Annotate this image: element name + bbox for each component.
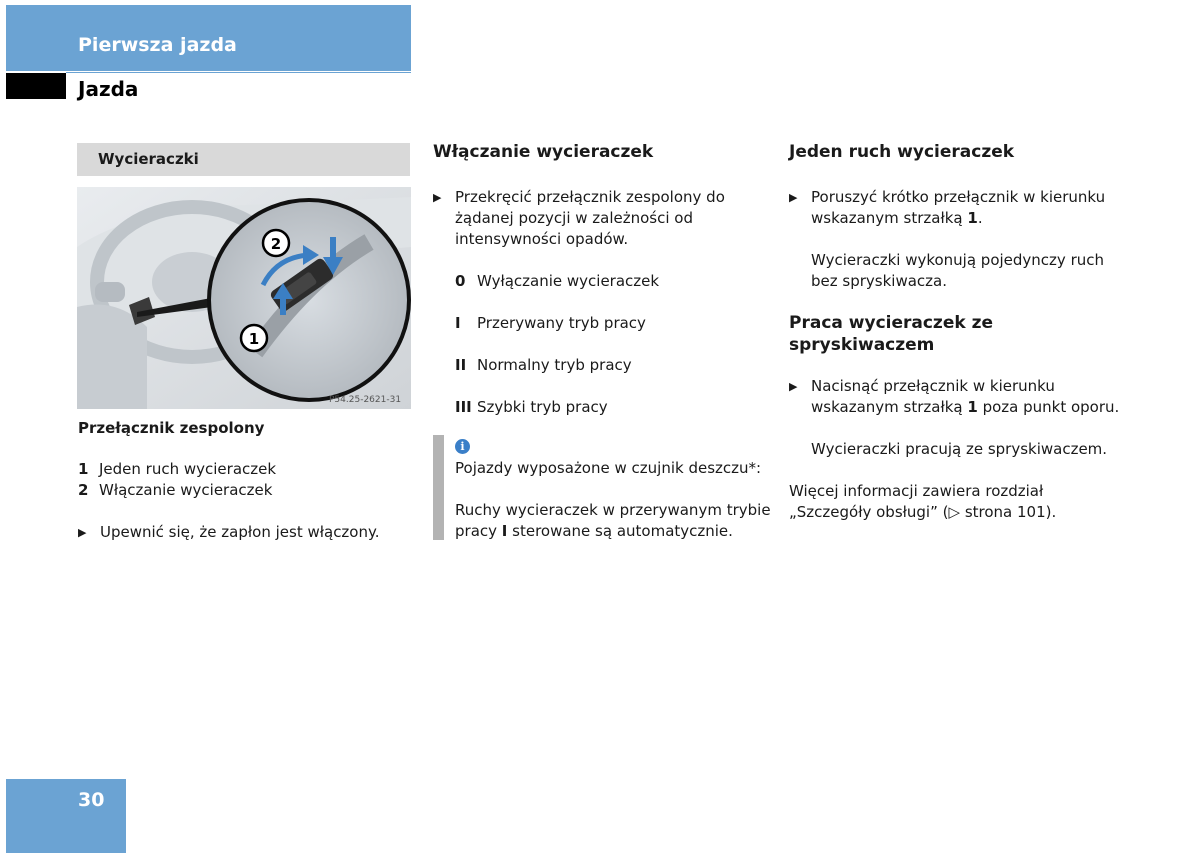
- figure-code: P54.25-2621-31: [329, 395, 402, 405]
- figure-caption: Przełącznik zespolony: [78, 419, 265, 437]
- section-divider: [66, 72, 411, 73]
- callout-1: 1: [248, 330, 260, 348]
- cross-reference: Więcej informacji zawiera rozdział „Szczegóły obsługi” (▷ strona 101).: [789, 482, 1057, 521]
- chapter-title: Pierwsza jazda: [78, 34, 237, 56]
- list-item: 1 Jeden ruch wycieraczek: [78, 460, 277, 478]
- page-number-box: [6, 779, 126, 853]
- instruction-item: ▶ Nacisnąć przełącznik w kierunku wskazanym strzałką 1 poza punkt oporu.: [789, 377, 1120, 416]
- result-text: Wycieraczki pracują ze spryskiwaczem.: [811, 440, 1108, 458]
- wipers-on-heading: Włączanie wycieraczek: [433, 142, 654, 162]
- page-number: 30: [78, 789, 105, 811]
- list-item: III Szybki tryb pracy: [455, 398, 608, 416]
- left-column: [78, 143, 411, 543]
- triangle-bullet-icon: ▶: [789, 380, 798, 393]
- note-text: Ruchy wycieraczek w przerywanym trybie pracy I sterowane są automatycznie.: [455, 501, 771, 540]
- single-wipe-heading: Jeden ruch wycieraczek: [789, 142, 1015, 162]
- washer-heading: Praca wycieraczek ze spryskiwaczem: [789, 313, 994, 355]
- page-reference-arrow-icon: ▷: [948, 503, 961, 521]
- section-title: Jazda: [78, 77, 139, 101]
- result-text: Wycieraczki wykonują pojedynczy ruch bez spryskiwacza.: [811, 251, 1104, 290]
- middle-column: [433, 141, 773, 542]
- right-column: [789, 141, 1129, 523]
- list-item: 0 Wyłączanie wycieraczek: [455, 272, 660, 290]
- note-bar: [433, 435, 444, 540]
- info-note: [433, 435, 773, 542]
- callout-legend: [78, 459, 411, 501]
- figure-heading: Wycieraczki: [77, 143, 410, 176]
- list-item: I Przerywany tryb pracy: [455, 314, 646, 332]
- combination-switch-illustration: [77, 187, 411, 409]
- triangle-bullet-icon: ▶: [78, 526, 87, 539]
- info-icon: i: [455, 439, 470, 454]
- instruction-item: ▶ Poruszyć krótko przełącznik w kierunku wskazanym strzałką 1.: [789, 188, 1106, 227]
- note-text: Pojazdy wyposażone w czujnik deszczu*:: [455, 459, 762, 477]
- list-item: II Normalny tryb pracy: [455, 356, 632, 374]
- triangle-bullet-icon: ▶: [789, 191, 798, 204]
- instruction-item: ▶ Przekręcić przełącznik zespolony do żądanej pozycji w zależności od intensywności opadów.: [433, 188, 725, 248]
- callout-2: 2: [270, 235, 282, 253]
- section-marker: [6, 73, 66, 99]
- triangle-bullet-icon: ▶: [433, 191, 442, 204]
- instruction-item: ▶ Upewnić się, że zapłon jest włączony.: [78, 523, 380, 541]
- list-item: 2 Włączanie wycieraczek: [78, 481, 273, 499]
